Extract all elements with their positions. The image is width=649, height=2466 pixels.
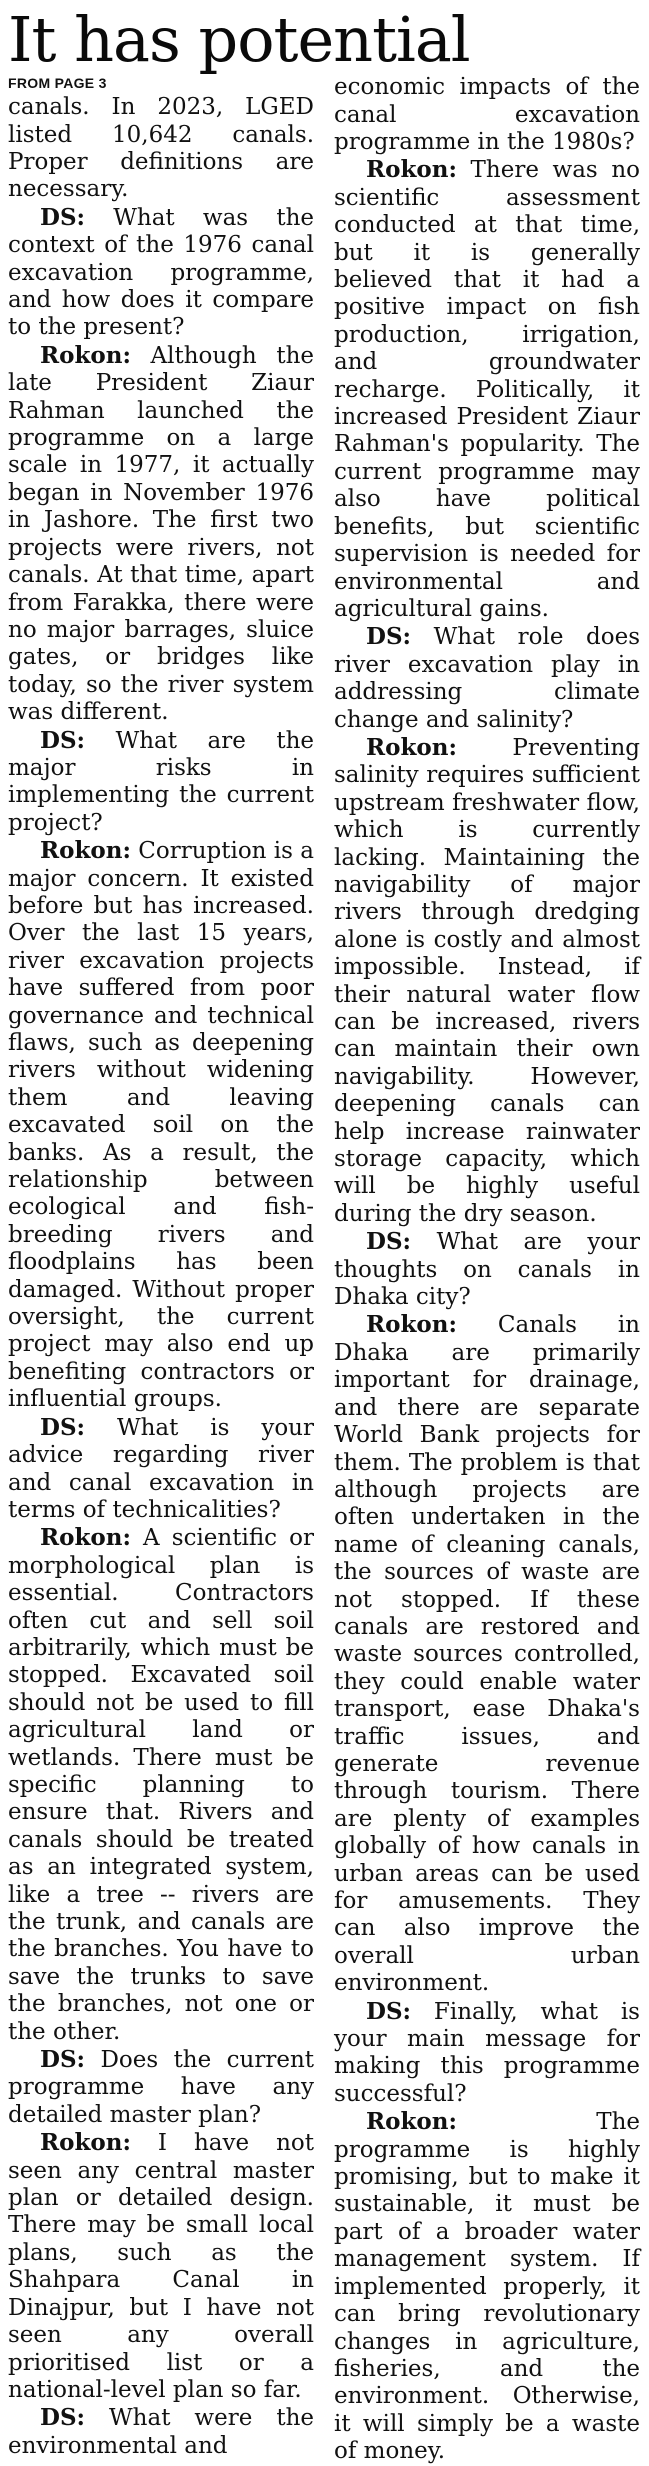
article-paragraph [8, 94, 314, 204]
article-paragraph [8, 837, 314, 1414]
article-paragraph [334, 156, 640, 623]
speaker-label: Rokon: [366, 1311, 457, 1339]
speaker-label: Rokon: [366, 2108, 457, 2136]
article-paragraph [8, 1414, 314, 1525]
article-paragraph [334, 2108, 640, 2465]
article-paragraph [334, 1311, 640, 1997]
paragraph-text: What are the major risks in implementing the current project? [8, 727, 314, 836]
speaker-label: DS: [366, 623, 412, 651]
paragraph-text: I have not seen any central master plan or detailed design. There may be small local plans, such as the Shahpara Canal in Dinajpur, but I have not seen any overall prioritised list or a national-level plan so far. [8, 2130, 314, 2403]
speaker-label: Rokon: [40, 2129, 131, 2157]
article-paragraph [334, 623, 640, 734]
paragraph-text: The programme is highly promising, but to make it sustainable, it must be part of a broader water management system. If implemented properly, it can bring revolutionary changes in agriculture, fisheries, and the environment. Otherwise, it will simply be a waste of money. [334, 2109, 640, 2465]
article-paragraph [8, 2404, 314, 2460]
paragraph-text: What is your advice regarding river and canal excavation in terms of technicalities? [8, 1414, 314, 1523]
article-paragraph [334, 734, 640, 1228]
paragraph-text: There was no scientific assessment conducted at that time, but it is generally believed that it had a positive impact on fish production, irrigation, and groundwater recharge. Politically, it increased President Ziaur Rahman's popularity. The current programme may also have political benefits, but scientific supervision is needed for environmental and agricultural gains. [334, 157, 640, 622]
article-column-left [8, 74, 314, 2465]
speaker-label: Rokon: [40, 837, 131, 865]
speaker-label: DS: [40, 1413, 86, 1441]
speaker-label: Rokon: [366, 156, 457, 184]
continued-from-label: FROM PAGE 3 [8, 75, 107, 92]
paragraph-text: A scientific or morphological plan is essential. Contractors often cut and sell soil arbitrarily, which must be stopped. Excavated soil should not be used to fill agricultural land or wetlands. There must be specific planning to ensure that. Rivers and canals should be treated as an integrated system, like a tree -- rivers are the trunk, and canals are the branches. You have to save the trunks to save the branches, not one or the other. [8, 1525, 314, 2045]
speaker-label: DS: [40, 203, 86, 231]
speaker-label: DS: [40, 2404, 86, 2432]
paragraph-text: What were the environmental and [8, 2405, 314, 2459]
article-column-right [334, 74, 640, 2465]
paragraph-text: Canals in Dhaka are primarily important for drainage, and there are separate World Bank projects for them. The problem is that although projects are often undertaken in the name of cleaning canals, the sources of waste are not stopped. If these canals are restored and waste sources controlled, they could enable water transport, ease Dhaka's traffic issues, and generate revenue through tourism. There are plenty of examples globally of how canals in urban areas can be used for amusements. They can also improve the overall urban environment. [334, 1312, 640, 1997]
article-paragraph [334, 1998, 640, 2109]
paragraph-text: What are your thoughts on canals in Dhaka city? [334, 1229, 640, 1311]
article-paragraph [8, 1524, 314, 2046]
article-paragraph [8, 204, 314, 342]
paragraph-text: What was the context of the 1976 canal excavation programme, and how does it compare to the present? [8, 204, 314, 341]
headline: It has potential [8, 3, 470, 76]
speaker-label: Rokon: [40, 1524, 131, 1552]
speaker-label: DS: [366, 1228, 412, 1256]
article-paragraph [8, 727, 314, 838]
paragraph-text: Although the late President Ziaur Rahman launched the programme on a large scale in 1977, it actually began in November 1976 in Jashore. The first two projects were rivers, not canals. At that time, apart from Farakka, there were no major barrages, sluice gates, or bridges like today, so the river system was different. [8, 342, 314, 726]
paragraph-text: What role does river excavation play in addressing climate change and salinity? [334, 624, 640, 733]
speaker-label: Rokon: [40, 341, 131, 369]
speaker-label: DS: [366, 1997, 412, 2025]
speaker-label: DS: [40, 726, 86, 754]
speaker-label: DS: [40, 2046, 86, 2074]
article-paragraph [8, 2046, 314, 2129]
paragraph-text: Does the current programme have any detailed master plan? [8, 2047, 314, 2128]
paragraph-text: Finally, what is your main message for making this programme successful? [334, 1998, 640, 2107]
paragraph-text: economic impacts of the canal excavation programme in the 1980s? [334, 74, 640, 155]
article-body [0, 74, 649, 2465]
speaker-label: Rokon: [366, 733, 457, 761]
paragraph-text: Preventing salinity requires sufficient upstream freshwater flow, which is currently lacking. Maintaining the navigability of major rivers through dredging alone is costly and almost impossible. Instead, if their natural water flow can be increased, rivers can maintain their own navigability. However, deepening canals can help increase rainwater storage capacity, which will be highly useful during the dry season. [334, 734, 640, 1227]
article-paragraph [8, 342, 314, 727]
article-paragraph [8, 2129, 314, 2404]
article-paragraph [334, 1228, 640, 1311]
paragraph-text: Corruption is a major concern. It existed before but has increased. Over the last 15 years, river excavation projects have suffered from poor governance and technical flaws, such as deepening rivers without widening them and leaving excavated soil on the banks. As a result, the relationship between ecological and fish-breeding rivers and floodplains has been damaged. Without proper oversight, the current project may also end up benefiting contractors or influential groups. [8, 838, 314, 1413]
paragraph-text: canals. In 2023, LGED listed 10,642 canals. Proper definitions are necessary. [8, 94, 314, 203]
article-paragraph [334, 74, 640, 156]
